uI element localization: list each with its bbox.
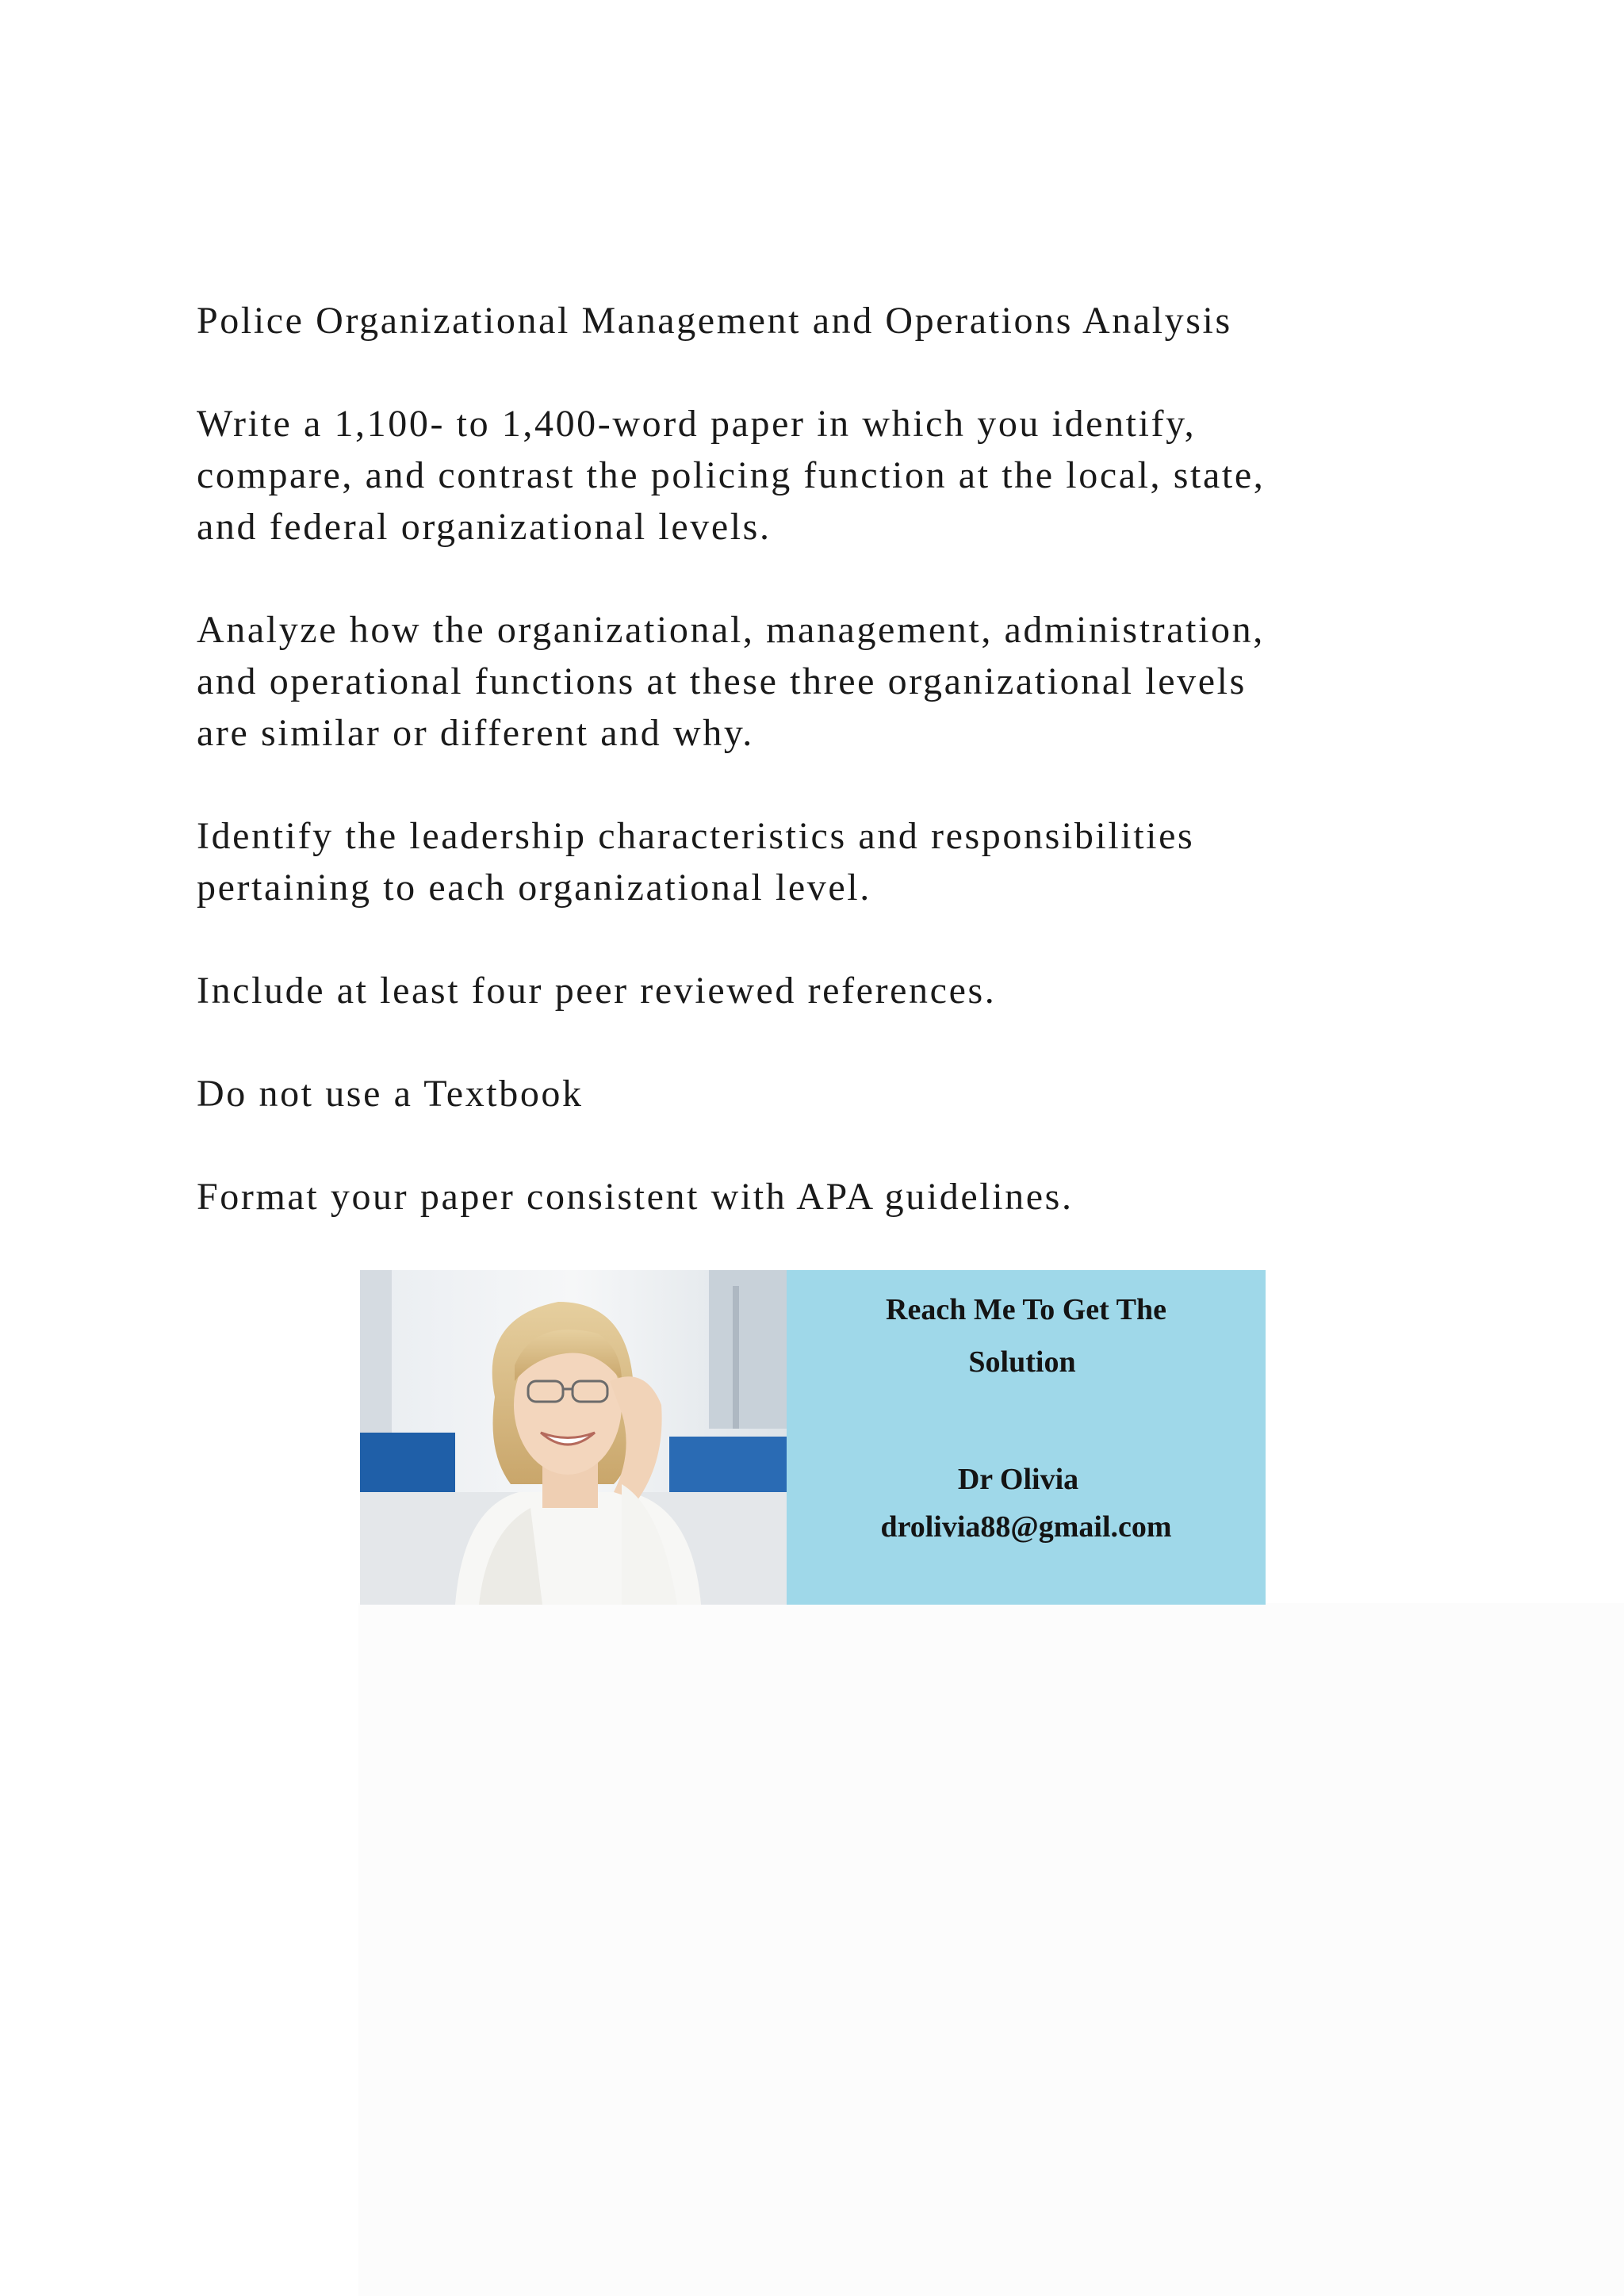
- banner-heading-line1: Reach Me To Get The: [886, 1293, 1166, 1326]
- contact-email: drolivia88@gmail.com: [880, 1510, 1172, 1544]
- paragraph-references: Include at least four peer reviewed references.: [197, 970, 997, 1012]
- document-title: Police Organizational Management and Operations Analysis: [197, 300, 1232, 342]
- woman-photo-icon: [360, 1270, 787, 1605]
- background-panel: [358, 1603, 1624, 2296]
- paragraph-assignment: Write a 1,100- to 1,400-word paper in which you identify, compare, and contrast the policing function at the local, state, and federal organizational levels.: [197, 403, 1266, 548]
- paragraph-leadership: Identify the leadership characteristics and responsibilities pertaining to each organizational level.: [197, 815, 1195, 909]
- contact-panel: [787, 1270, 1266, 1605]
- contact-name: Dr Olivia: [957, 1463, 1079, 1496]
- document-body: [197, 295, 1434, 1223]
- banner-heading-line2: Solution: [968, 1345, 1076, 1379]
- paragraph-textbook: Do not use a Textbook: [197, 1073, 584, 1115]
- paragraph-apa: Format your paper consistent with APA guidelines.: [197, 1176, 1074, 1218]
- contact-banner: [360, 1270, 1266, 1605]
- paragraph-analyze: Analyze how the organizational, management, administration, and operational functions at these three organizational levels are similar or different and why.: [197, 609, 1265, 754]
